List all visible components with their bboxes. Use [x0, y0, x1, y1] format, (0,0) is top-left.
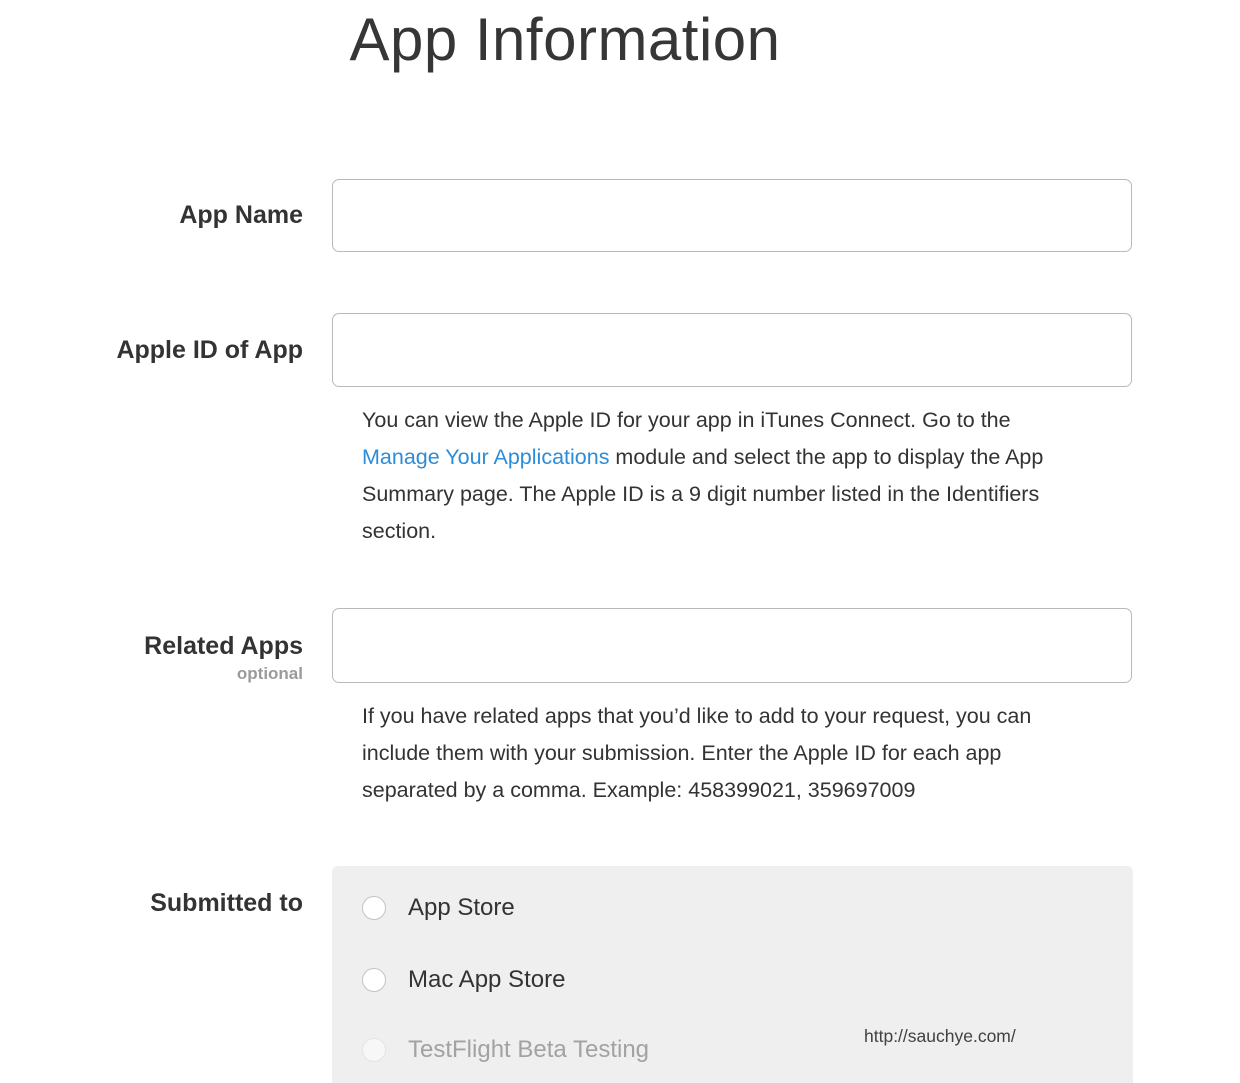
radio-button-icon: [362, 1038, 386, 1062]
apple-id-input[interactable]: [332, 313, 1132, 387]
radio-option-app-store[interactable]: [362, 895, 515, 921]
radio-option-mac-app-store[interactable]: [362, 967, 565, 993]
page-title: App Information: [349, 6, 781, 73]
radio-button-icon[interactable]: [362, 968, 386, 992]
related-apps-label: Related Apps: [144, 632, 303, 660]
apple-id-label: Apple ID of App: [116, 336, 303, 364]
apple-id-help-after: module and select the app to display the App Summary page. The Apple ID is a 9 digit number listed in the Identifiers section.: [362, 445, 1044, 543]
app-name-input[interactable]: [332, 179, 1132, 252]
manage-your-applications-link[interactable]: Manage Your Applications: [362, 445, 610, 469]
radio-button-icon[interactable]: [362, 896, 386, 920]
radio-option-testflight-beta-testing: [362, 1037, 649, 1063]
radio-option-label: App Store: [408, 894, 515, 921]
related-apps-help-text: If you have related apps that you’d like to add to your request, you can include them with your submission. Enter the Apple ID for each app separated by a comma. Example: 458399021, 359697009: [362, 704, 1032, 802]
radio-option-label: TestFlight Beta Testing: [408, 1036, 650, 1063]
related-apps-optional-tag: optional: [236, 664, 303, 683]
submitted-to-label: Submitted to: [150, 889, 303, 917]
app-name-label: App Name: [179, 201, 303, 229]
apple-id-help-text: [362, 402, 1074, 550]
watermark-url: http://sauchye.com/: [864, 1026, 1016, 1046]
radio-option-label: Mac App Store: [408, 966, 566, 993]
related-apps-input[interactable]: [332, 608, 1132, 683]
apple-id-help-before: You can view the Apple ID for your app in iTunes Connect. Go to the: [362, 408, 1011, 432]
